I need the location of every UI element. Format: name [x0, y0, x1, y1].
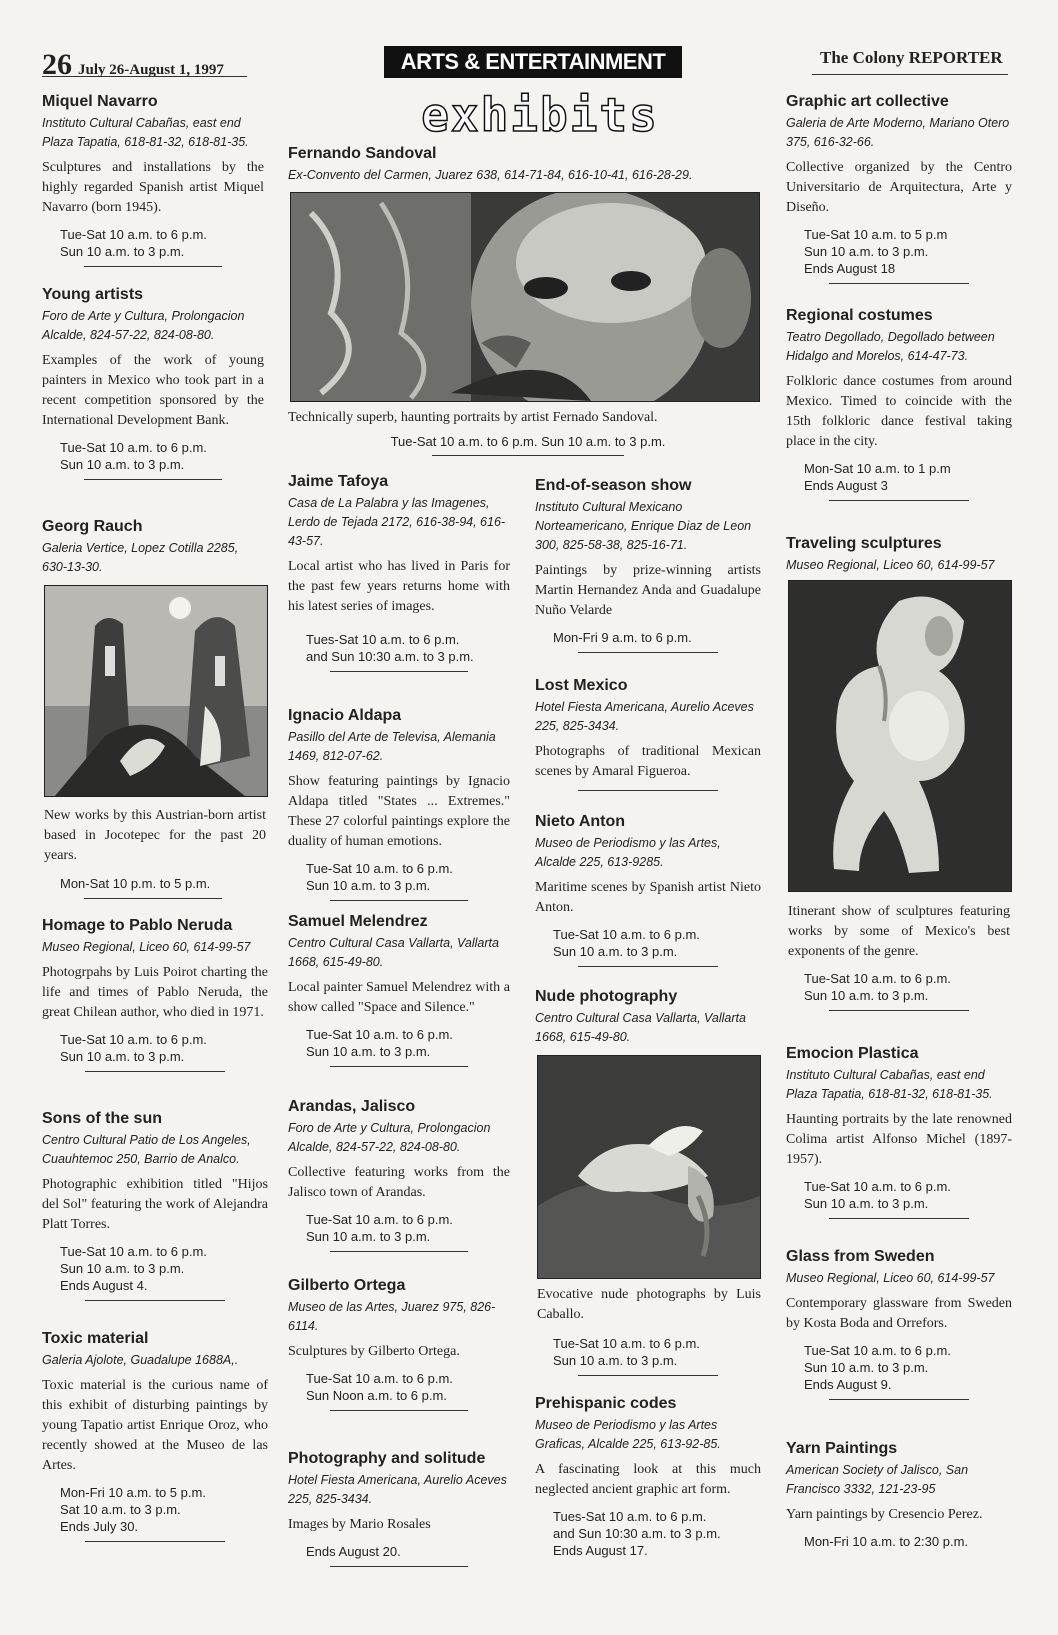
header-rule-right — [812, 74, 1008, 75]
hours-line: Sat 10 a.m. to 3 p.m. — [60, 1502, 181, 1517]
listing-young-artists — [42, 286, 264, 480]
listing-description: Local artist who has lived in Paris for the past few years returns home with his latest series of images. — [288, 559, 510, 614]
listing-hours — [42, 1243, 268, 1294]
listing-title: Young artists — [42, 286, 144, 303]
listing-venue: Instituto Cultural Mexicano Norteamericano, Enrique Diaz de Leon 300, 825-58-38, 825-16-71. — [535, 500, 752, 552]
listing-emocion-plastica — [786, 1045, 1012, 1219]
hours-line: Tue-Sat 10 a.m. to 6 p.m. — [804, 971, 951, 986]
divider — [829, 283, 969, 284]
listing-sons-of-sun — [42, 1110, 268, 1301]
listing-title: Jaime Tafoya — [288, 473, 389, 490]
listing-prehispanic — [535, 1395, 761, 1559]
hours-line: Tues-Sat 10 a.m. to 6 p.m. — [553, 1509, 707, 1524]
listing-hours — [42, 1484, 268, 1535]
listing-title: Regional costumes — [786, 307, 933, 324]
listing-title: Photography and solitude — [288, 1450, 486, 1467]
listing-venue: Museo de las Artes, Juarez 975, 826-6114. — [288, 1300, 496, 1333]
listing-title: Sons of the sun — [42, 1110, 162, 1127]
listing-description: Local painter Samuel Melendrez with a show called "Space and Silence." — [288, 980, 510, 1015]
listing-title: Lost Mexico — [535, 677, 628, 694]
header-rule-left — [42, 76, 247, 77]
listing-description: Photogrpahs by Luis Poirot charting the life and times of Pablo Neruda, the great Chilean author, who died in 1971. — [42, 965, 268, 1020]
listing-title: Prehispanic codes — [535, 1395, 677, 1412]
listing-description: Maritime scenes by Spanish artist Nieto Anton. — [535, 880, 761, 915]
listing-traveling-sculptures-hours — [786, 970, 1012, 1011]
listing-description: Paintings by prize-winning artists Martin Hernandez Anda and Guadalupe Nuño Velarde — [535, 563, 761, 618]
listing-miquel-navarro — [42, 93, 264, 267]
georg-rauch-caption: New works by this Austrian-born artist based in Jocotepec for the past 20 years. — [44, 808, 266, 863]
listing-venue: Foro de Arte y Cultura, Prolongacion Alcalde, 824-57-22, 824-08-80. — [42, 309, 245, 342]
listing-description: A fascinating look at this much neglected ancient graphic art form. — [535, 1462, 761, 1497]
hours-line: Tue-Sat 10 a.m. to 6 p.m. — [804, 1343, 951, 1358]
listing-georg-rauch-hours — [42, 875, 264, 899]
hours-line: Tue-Sat 10 a.m. to 5 p.m — [804, 227, 948, 242]
listing-title: Arandas, Jalisco — [288, 1098, 416, 1115]
listing-venue: American Society of Jalisco, San Francisco 3332, 121-23-95 — [786, 1463, 969, 1496]
listing-venue: Instituto Cultural Cabañas, east end Plaza Tapatia, 618-81-32, 618-81-35. — [42, 116, 249, 149]
listing-venue: Casa de La Palabra y las Imagenes, Lerdo de Tejada 2172, 616-38-94, 616-43-57. — [288, 496, 506, 548]
hours-line: Sun 10 a.m. to 3 p.m. — [804, 988, 929, 1003]
hours-line: Sun 10 a.m. to 3 p.m. — [60, 1261, 185, 1276]
hours-line: Sun 10 a.m. to 3 p.m. — [306, 1044, 431, 1059]
listing-venue: Instituto Cultural Cabañas, east end Plaza Tapatia, 618-81-32, 618-81-35. — [786, 1068, 993, 1101]
listing-hours — [288, 1370, 510, 1404]
georg-rauch-painting-image — [44, 585, 268, 797]
hours-line: Mon-Fri 9 a.m. to 6 p.m. — [553, 630, 692, 645]
listing-description: Collective featuring works from the Jalisco town of Arandas. — [288, 1165, 510, 1200]
hours-line: Sun 10 a.m. to 3 p.m. — [60, 1049, 185, 1064]
divider — [330, 900, 468, 901]
listing-hours — [535, 1335, 761, 1369]
hours-line: Tue-Sat 10 a.m. to 6 p.m. — [306, 1027, 453, 1042]
hours-line: Tue-Sat 10 a.m. to 6 p.m. — [306, 1371, 453, 1386]
listing-title: Yarn Paintings — [786, 1440, 898, 1457]
divider — [85, 1071, 225, 1072]
listing-hours — [786, 460, 1012, 494]
listing-hours — [288, 1211, 510, 1245]
listing-venue: Pasillo del Arte de Televisa, Alemania 1469, 812-07-62. — [288, 730, 496, 763]
listing-description: Photographs of traditional Mexican scenes by Amaral Figueroa. — [535, 744, 761, 779]
listing-title: Ignacio Aldapa — [288, 707, 402, 724]
listing-title: Nude photography — [535, 988, 678, 1005]
nude-photograph-image — [537, 1055, 761, 1279]
hours-line: Ends July 30. — [60, 1519, 139, 1534]
listing-description: Toxic material is the curious name of this exhibit of disturbing paintings by young Tapatio artist Enrique Oroz, who recently showed at the Museo de las Artes. — [42, 1378, 268, 1473]
hours-line: Tue-Sat 10 a.m. to 6 p.m. — [306, 1212, 453, 1227]
hours-line: Ends August 17. — [553, 1543, 648, 1558]
listing-venue: Hotel Fiesta Americana, Aurelio Aceves 225, 825-3434. — [535, 700, 754, 733]
divider — [829, 1010, 969, 1011]
divider — [84, 479, 222, 480]
listing-description: Yarn paintings by Cresencio Perez. — [786, 1507, 983, 1522]
hours-line: Sun 10 a.m. to 3 p.m. — [306, 1229, 431, 1244]
divider — [578, 966, 718, 967]
divider — [84, 898, 222, 899]
hours-line: Tue-Sat 10 a.m. to 6 p.m. — [60, 1244, 207, 1259]
listing-description: Show featuring paintings by Ignacio Aldapa titled "States ... Extremes." These 27 colorful paintings explore the duality of human emotions. — [288, 774, 510, 849]
listing-hours — [42, 439, 264, 473]
listing-regional-costumes — [786, 307, 1012, 501]
hours-line: and Sun 10:30 a.m. to 3 p.m. — [306, 649, 474, 664]
listing-georg-rauch — [42, 518, 264, 583]
hours-line: Sun 10 a.m. to 3 p.m. — [804, 244, 929, 259]
listing-ignacio-aldapa — [288, 707, 510, 901]
fernando-sandoval-hours — [288, 434, 768, 456]
listing-arandas — [288, 1098, 510, 1252]
listing-title: Traveling sculptures — [786, 535, 942, 552]
listing-description: Sculptures by Gilberto Ortega. — [288, 1344, 460, 1359]
hours-line: Sun 10 a.m. to 3 p.m. — [804, 1360, 929, 1375]
listing-hours — [42, 875, 264, 892]
listing-description: Haunting portraits by the late renowned Colima artist Alfonso Michel (1897-1957). — [786, 1112, 1012, 1167]
listing-glass-sweden — [786, 1248, 1012, 1400]
listing-title: Toxic material — [42, 1330, 149, 1347]
listing-hours — [786, 1178, 1012, 1212]
listing-hours — [535, 1508, 761, 1559]
listing-samuel-melendrez — [288, 913, 510, 1067]
listing-title: Emocion Plastica — [786, 1045, 919, 1062]
listing-hours — [288, 860, 510, 894]
hours-line: Sun 10 a.m. to 3 p.m. — [306, 878, 431, 893]
section-banner: ARTS & ENTERTAINMENT — [384, 46, 682, 78]
hours-line: Mon-Sat 10 a.m. to 1 p.m — [804, 461, 951, 476]
listing-description: Collective organized by the Centro Universitario de Arquitectura, Arte y Diseño. — [786, 160, 1012, 215]
listing-venue: Ex-Convento del Carmen, Juarez 638, 614-71-84, 616-10-41, 616-28-29. — [288, 168, 693, 182]
divider — [432, 455, 624, 456]
listing-description: Contemporary glassware from Sweden by Kosta Boda and Orrefors. — [786, 1296, 1012, 1331]
listing-venue: Museo de Periodismo y las Artes, Alcalde 225, 613-9285. — [535, 836, 721, 869]
divider — [330, 671, 468, 672]
listing-description: Images by Mario Rosales — [288, 1517, 431, 1532]
listing-description: Examples of the work of young painters in Mexico who took part in a recent competition sponsored by the International Development Bank. — [42, 353, 264, 428]
listing-hours — [42, 1031, 268, 1065]
divider — [829, 500, 969, 501]
listing-venue: Centro Cultural Patio de Los Angeles, Cuauhtemoc 250, Barrio de Analco. — [42, 1133, 251, 1166]
listing-nieto-anton — [535, 813, 761, 967]
publication-name: The Colony REPORTER — [820, 48, 1003, 67]
listing-venue: Museo Regional, Liceo 60, 614-99-57 — [786, 558, 995, 572]
listing-fernando-sandoval — [288, 145, 768, 191]
divider — [578, 652, 718, 653]
divider — [578, 1375, 718, 1376]
listing-venue: Centro Cultural Casa Vallarta, Vallarta 1668, 615-49-80. — [288, 936, 499, 969]
listing-description: Folkloric dance costumes from around Mexico. Timed to coincide with the 15th folkloric dance festival taking place in the city. — [786, 374, 1012, 449]
divider — [85, 1300, 225, 1301]
listing-yarn-paintings — [786, 1440, 1012, 1550]
divider — [84, 266, 222, 267]
listing-venue: Galeria de Arte Moderno, Mariano Otero 375, 616-32-66. — [786, 116, 1010, 149]
listing-homage-neruda — [42, 917, 268, 1072]
listing-venue: Museo de Periodismo y las Artes Graficas, Alcalde 225, 613-92-85. — [535, 1418, 721, 1451]
hours-line: Sun 10 a.m. to 3 p.m. — [553, 1353, 678, 1368]
listing-hours — [786, 1342, 1012, 1393]
listing-description: Sculptures and installations by the highly regarded Spanish artist Miquel Navarro (born 1945). — [42, 160, 264, 215]
listing-venue: Museo Regional, Liceo 60, 614-99-57 — [786, 1271, 995, 1285]
listing-title: Gilberto Ortega — [288, 1277, 406, 1294]
listing-title: Homage to Pablo Neruda — [42, 917, 233, 934]
listing-venue: Hotel Fiesta Americana, Aurelio Aceves 225, 825-3434. — [288, 1473, 507, 1506]
fernando-sandoval-caption: Technically superb, haunting portraits by artist Fernado Sandoval. — [288, 410, 658, 425]
hours-line: Ends August 20. — [306, 1544, 401, 1559]
listing-photography-solitude — [288, 1450, 510, 1567]
listing-description: Photographic exhibition titled "Hijos del Sol" featuring the work of Alejandra Platt Torres. — [42, 1177, 268, 1232]
divider — [85, 1541, 225, 1542]
listing-traveling-sculptures — [786, 535, 1012, 581]
hours-line: Tue-Sat 10 a.m. to 6 p.m. — [60, 1032, 207, 1047]
divider — [330, 1566, 468, 1567]
divider — [578, 790, 718, 791]
listing-graphic-art — [786, 93, 1012, 284]
hours-line: Ends August 3 — [804, 478, 888, 493]
hours-line: Ends August 18 — [804, 261, 896, 276]
fernando-sandoval-portrait-image — [290, 192, 760, 402]
traveling-sculptures-caption: Itinerant show of sculptures featuring works by some of Mexico's best exponents of the genre. — [788, 904, 1010, 959]
hours-line: Mon-Fri 10 a.m. to 5 p.m. — [60, 1485, 206, 1500]
listing-hours — [786, 1533, 1012, 1550]
listing-nude-photography — [535, 988, 761, 1053]
hours-line: Sun 10 a.m. to 3 p.m. — [60, 457, 185, 472]
hours-line: Ends August 4. — [60, 1278, 148, 1293]
listing-hours — [786, 970, 1012, 1004]
hours-line: Sun 10 a.m. to 3 p.m. — [553, 944, 678, 959]
listing-lost-mexico — [535, 677, 761, 791]
listing-hours — [288, 631, 510, 665]
hours-line: Tue-Sat 10 a.m. to 6 p.m. — [553, 1336, 700, 1351]
divider — [330, 1251, 468, 1252]
divider — [330, 1410, 468, 1411]
listing-venue: Teatro Degollado, Degollado between Hidalgo and Morelos, 614-47-73. — [786, 330, 995, 363]
hours-line: Tues-Sat 10 a.m. to 6 p.m. — [306, 632, 460, 647]
page-title: exhibits — [421, 88, 659, 142]
listing-hours — [786, 226, 1012, 277]
listing-title: Samuel Melendrez — [288, 913, 428, 930]
hours-line: Tue-Sat 10 a.m. to 6 p.m. — [804, 1179, 951, 1194]
listing-title: Georg Rauch — [42, 518, 143, 535]
listing-venue: Foro de Arte y Cultura, Prolongacion Alcalde, 824-57-22, 824-08-80. — [288, 1121, 491, 1154]
listing-hours — [288, 1026, 510, 1060]
listing-venue: Galeria Ajolote, Guadalupe 1688A,. — [42, 1353, 239, 1367]
hours-line: Sun Noon a.m. to 6 p.m. — [306, 1388, 447, 1403]
listing-end-of-season — [535, 477, 761, 653]
listing-title: Glass from Sweden — [786, 1248, 935, 1265]
hours-line: Tue-Sat 10 a.m. to 6 p.m. Sun 10 a.m. to 3 p.m. — [390, 434, 666, 449]
listing-title: Graphic art collective — [786, 93, 949, 110]
hours-line: Mon-Sat 10 p.m. to 5 p.m. — [60, 876, 211, 891]
nude-photography-caption: Evocative nude photographs by Luis Caballo. — [537, 1287, 761, 1322]
listing-venue: Centro Cultural Casa Vallarta, Vallarta 1668, 615-49-80. — [535, 1011, 746, 1044]
issue-date: July 26-August 1, 1997 — [78, 62, 224, 78]
hours-line: Tue-Sat 10 a.m. to 6 p.m. — [60, 440, 207, 455]
hours-line: Sun 10 a.m. to 3 p.m. — [60, 244, 185, 259]
divider — [330, 1066, 468, 1067]
sculpture-image — [788, 580, 1012, 892]
divider — [829, 1399, 969, 1400]
hours-line: Tue-Sat 10 a.m. to 6 p.m. — [60, 227, 207, 242]
listing-title: End-of-season show — [535, 477, 692, 494]
listing-title: Nieto Anton — [535, 813, 626, 830]
hours-line: and Sun 10:30 a.m. to 3 p.m. — [553, 1526, 721, 1541]
divider — [829, 1218, 969, 1219]
listing-hours — [288, 1543, 510, 1560]
hours-line: Tue-Sat 10 a.m. to 6 p.m. — [553, 927, 700, 942]
hours-line: Ends August 9. — [804, 1377, 892, 1392]
listing-hours — [535, 629, 761, 646]
listing-nude-photography-hours — [535, 1335, 761, 1376]
page-number: 26 — [42, 48, 72, 81]
listing-jaime-tafoya — [288, 473, 510, 672]
hours-line: Tue-Sat 10 a.m. to 6 p.m. — [306, 861, 453, 876]
hours-line: Sun 10 a.m. to 3 p.m. — [804, 1196, 929, 1211]
hours-line: Mon-Fri 10 a.m. to 2:30 p.m. — [804, 1534, 969, 1549]
listing-venue: Museo Regional, Liceo 60, 614-99-57 — [42, 940, 251, 954]
listing-title: Miquel Navarro — [42, 93, 158, 110]
listing-hours — [42, 226, 264, 260]
listing-hours — [535, 926, 761, 960]
listing-toxic-material — [42, 1330, 268, 1542]
listing-title: Fernando Sandoval — [288, 145, 437, 162]
listing-gilberto-ortega — [288, 1277, 510, 1411]
listing-venue: Galeria Vertice, Lopez Cotilla 2285, 630-13-30. — [42, 541, 239, 574]
